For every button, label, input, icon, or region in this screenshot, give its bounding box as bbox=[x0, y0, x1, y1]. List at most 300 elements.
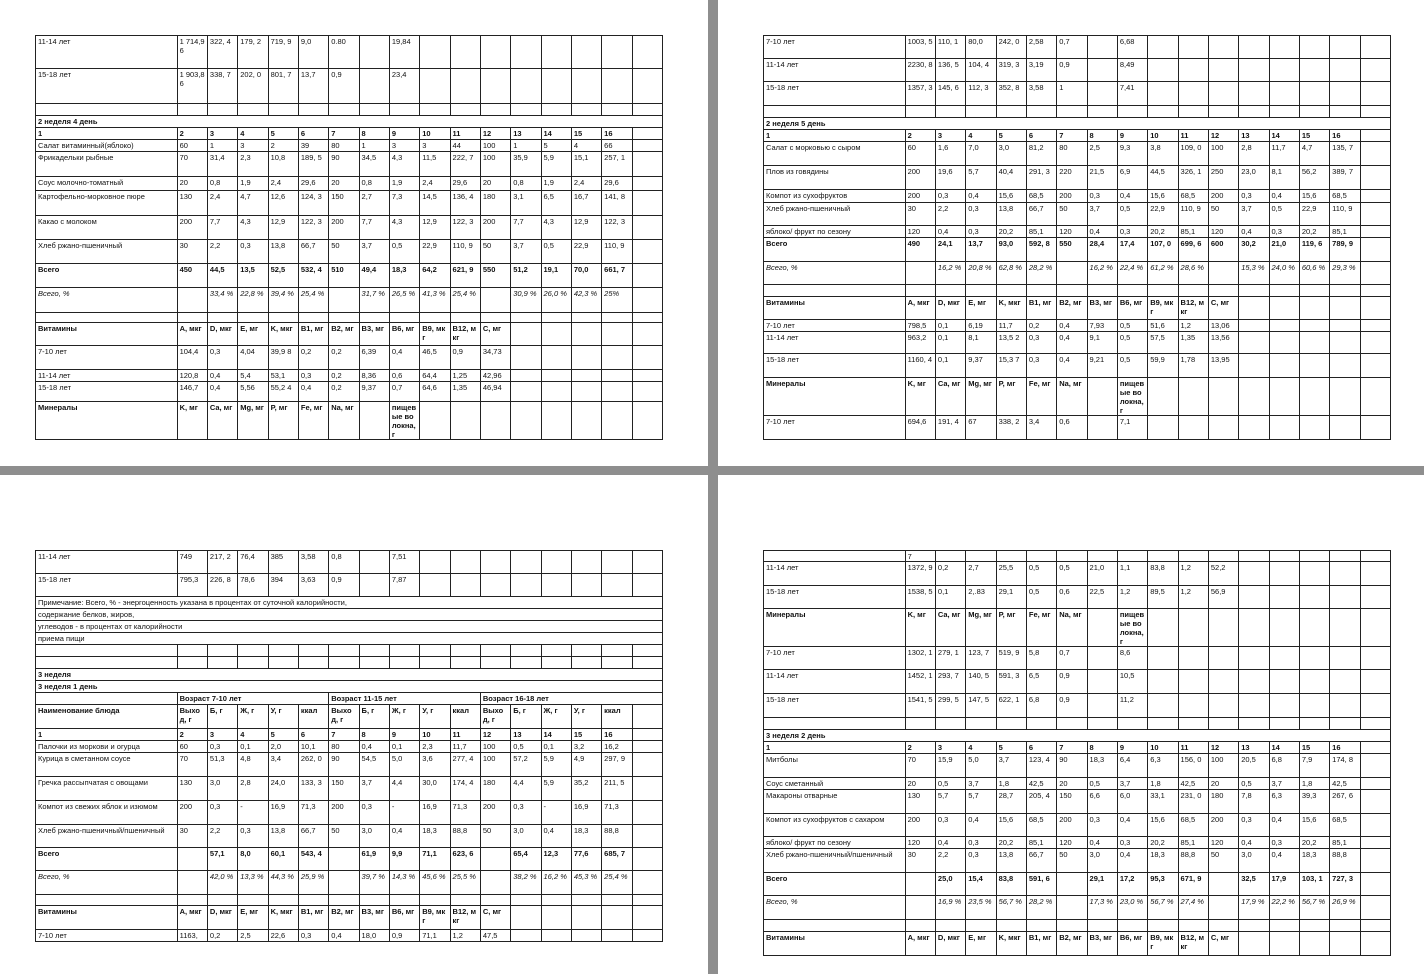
table-cell: 100 bbox=[480, 140, 510, 152]
table-cell: 0,8 bbox=[511, 177, 541, 191]
table-cell bbox=[1057, 285, 1087, 297]
table-cell bbox=[359, 104, 389, 116]
table-cell bbox=[1299, 354, 1329, 378]
table-cell bbox=[1239, 354, 1269, 378]
table-cell: B2, мг bbox=[329, 323, 359, 346]
table-cell bbox=[996, 285, 1026, 297]
table-cell: 107, 0 bbox=[1148, 238, 1178, 262]
table-cell: K, мкг bbox=[268, 906, 298, 930]
table-cell: Ca, мг bbox=[207, 402, 237, 440]
table-row bbox=[764, 320, 1391, 332]
table-row bbox=[764, 378, 1391, 416]
table-cell bbox=[1178, 609, 1208, 647]
table-cell: Салат с морковью с сыром bbox=[764, 142, 906, 166]
table-cell bbox=[1360, 814, 1391, 837]
table-cell: 14,5 bbox=[420, 191, 450, 216]
table-cell: 25,4 % bbox=[450, 288, 480, 313]
table-cell: Всего, % bbox=[36, 871, 178, 895]
table-cell bbox=[1360, 562, 1391, 586]
table-cell: 80 bbox=[329, 140, 359, 152]
table-cell: 16,9 bbox=[268, 801, 298, 825]
table-row bbox=[36, 323, 663, 346]
table-cell bbox=[632, 69, 663, 104]
table-cell bbox=[1269, 586, 1299, 609]
table-cell: 2,58 bbox=[1026, 36, 1056, 59]
table-cell bbox=[1239, 562, 1269, 586]
table-cell: 6,5 bbox=[1026, 670, 1056, 694]
table-row bbox=[764, 59, 1391, 82]
table-cell bbox=[1057, 106, 1087, 118]
table-cell: 51,3 bbox=[207, 753, 237, 777]
table-cell: 550 bbox=[480, 264, 510, 288]
table-cell: 110, 9 bbox=[1330, 203, 1360, 226]
table-cell: 10,8 bbox=[268, 152, 298, 177]
table-cell: 0,4 bbox=[1087, 837, 1117, 849]
table-cell bbox=[1360, 354, 1391, 378]
table-cell bbox=[1360, 82, 1391, 106]
table-cell: 11,2 bbox=[1117, 694, 1147, 718]
table-cell bbox=[450, 402, 480, 440]
table-cell: B9, мкг bbox=[420, 323, 450, 346]
table-cell bbox=[36, 693, 178, 705]
table-cell bbox=[1299, 416, 1329, 440]
table-row bbox=[764, 920, 1391, 932]
table-cell: 35,9 bbox=[511, 152, 541, 177]
table-cell: 9,1 bbox=[1087, 332, 1117, 354]
table-cell bbox=[511, 402, 541, 440]
table-cell bbox=[571, 313, 601, 323]
table-cell bbox=[1208, 920, 1238, 932]
table-cell: 15-18 лет bbox=[764, 82, 906, 106]
table-cell: 20 bbox=[1057, 778, 1087, 790]
table-cell: 15-18 лет bbox=[36, 69, 178, 104]
table-cell bbox=[1269, 59, 1299, 82]
table-cell bbox=[1299, 562, 1329, 586]
table-cell: 0,1 bbox=[935, 354, 965, 378]
table-cell: 1372, 9 bbox=[905, 562, 935, 586]
table-cell bbox=[268, 104, 298, 116]
nutrition-table bbox=[763, 35, 1391, 440]
table-cell: 60,6 % bbox=[1299, 262, 1329, 285]
table-row bbox=[36, 777, 663, 801]
table-cell: 267, 6 bbox=[1330, 790, 1360, 814]
table-cell: 45,6 % bbox=[420, 871, 450, 895]
table-cell: 6,39 bbox=[359, 346, 389, 370]
table-row bbox=[36, 906, 663, 930]
table-cell: 174, 8 bbox=[1330, 754, 1360, 778]
table-cell: 3 неделя bbox=[36, 669, 663, 681]
table-cell: B9, мкг bbox=[1148, 932, 1178, 956]
table-cell bbox=[1208, 873, 1238, 896]
table-cell bbox=[1208, 82, 1238, 106]
table-row bbox=[36, 825, 663, 848]
table-cell: 39,7 % bbox=[359, 871, 389, 895]
table-cell: 123, 4 bbox=[1026, 754, 1056, 778]
table-cell: 15,6 bbox=[1299, 814, 1329, 837]
table-cell bbox=[1330, 609, 1360, 647]
table-cell: 29,1 bbox=[1087, 873, 1117, 896]
table-cell: 3,7 bbox=[1269, 778, 1299, 790]
table-cell: 64,4 bbox=[420, 370, 450, 382]
table-cell: 6,4 bbox=[1117, 754, 1147, 778]
table-cell: 135, 7 bbox=[1330, 142, 1360, 166]
table-cell: 202, 0 bbox=[238, 69, 268, 104]
table-cell: 42,5 bbox=[1178, 778, 1208, 790]
table-cell: 0,3 bbox=[966, 226, 996, 238]
table-cell: A, мкг bbox=[905, 297, 935, 320]
table-cell bbox=[1148, 378, 1178, 416]
table-cell: 15-18 лет bbox=[764, 354, 906, 378]
table-cell: 231, 0 bbox=[1178, 790, 1208, 814]
table-cell: 1,8 bbox=[1299, 778, 1329, 790]
table-cell: 122, 3 bbox=[450, 216, 480, 240]
table-cell: E, мг bbox=[238, 906, 268, 930]
table-cell: 54,5 bbox=[359, 753, 389, 777]
table-cell bbox=[571, 402, 601, 440]
table-cell bbox=[1299, 586, 1329, 609]
table-cell bbox=[1360, 416, 1391, 440]
table-cell: 20,2 bbox=[1148, 837, 1178, 849]
table-cell: 10 bbox=[420, 729, 450, 741]
table-cell: 56,9 bbox=[1208, 586, 1238, 609]
table-cell bbox=[1087, 694, 1117, 718]
table-cell: 293, 7 bbox=[935, 670, 965, 694]
table-cell: 3,0 bbox=[359, 825, 389, 848]
table-cell: 0,3 bbox=[207, 801, 237, 825]
table-cell: 61,9 bbox=[359, 848, 389, 871]
table-cell bbox=[632, 753, 663, 777]
table-cell bbox=[905, 920, 935, 932]
table-cell bbox=[602, 323, 632, 346]
table-cell: 0,9 bbox=[450, 346, 480, 370]
table-cell: 322, 4 bbox=[207, 36, 237, 69]
table-row bbox=[36, 104, 663, 116]
table-cell: 5,9 bbox=[541, 152, 571, 177]
table-cell bbox=[480, 104, 510, 116]
table-cell: 3 неделя 2 день bbox=[764, 730, 1391, 742]
table-cell: C, мг bbox=[1208, 297, 1238, 320]
table-cell: 2,4 bbox=[571, 177, 601, 191]
table-cell: P, мг bbox=[996, 609, 1026, 647]
table-cell bbox=[359, 313, 389, 323]
table-cell: 0,8 bbox=[329, 551, 359, 574]
table-cell bbox=[1178, 378, 1208, 416]
table-cell: 2 bbox=[905, 742, 935, 754]
table-row bbox=[36, 574, 663, 597]
table-cell: 0,6 bbox=[1057, 586, 1087, 609]
table-cell: 2,2 bbox=[207, 825, 237, 848]
table-cell: 7,9 bbox=[1299, 754, 1329, 778]
table-cell bbox=[177, 657, 207, 669]
table-cell bbox=[1239, 416, 1269, 440]
table-cell: 11-14 лет bbox=[36, 551, 178, 574]
table-cell: 15,6 bbox=[1148, 814, 1178, 837]
table-cell: Салат витаминный(яблоко) bbox=[36, 140, 178, 152]
table-row bbox=[36, 693, 663, 705]
table-row bbox=[36, 370, 663, 382]
table-cell: Ca, мг bbox=[935, 378, 965, 416]
table-cell bbox=[420, 402, 450, 440]
table-cell: 10 bbox=[1148, 130, 1178, 142]
table-cell bbox=[480, 574, 510, 597]
table-cell bbox=[571, 104, 601, 116]
table-cell: 1 bbox=[1057, 82, 1087, 106]
table-cell bbox=[632, 370, 663, 382]
table-cell: 12 bbox=[1208, 742, 1238, 754]
table-row bbox=[36, 402, 663, 440]
table-cell bbox=[420, 313, 450, 323]
table-cell: 2 неделя 4 день bbox=[36, 116, 663, 128]
table-cell bbox=[1239, 694, 1269, 718]
table-cell: 13,8 bbox=[268, 825, 298, 848]
table-cell: B2, мг bbox=[1057, 297, 1087, 320]
table-cell: 13 bbox=[1239, 130, 1269, 142]
table-cell bbox=[1057, 896, 1087, 920]
table-cell: 9 bbox=[389, 128, 419, 140]
table-cell: 47,5 bbox=[480, 930, 510, 942]
table-cell bbox=[207, 895, 237, 906]
table-cell: B3, мг bbox=[359, 323, 389, 346]
table-cell: 0,3 bbox=[1087, 190, 1117, 203]
table-cell: 25,4 % bbox=[602, 871, 632, 895]
table-cell bbox=[420, 574, 450, 597]
table-cell: D, мкг bbox=[207, 323, 237, 346]
table-cell: B1, мг bbox=[1026, 297, 1056, 320]
table-cell bbox=[1057, 262, 1087, 285]
table-cell: C, мг bbox=[1208, 932, 1238, 956]
table-cell: Б, г bbox=[511, 705, 541, 729]
table-cell: 592, 8 bbox=[1026, 238, 1056, 262]
table-cell: 7,7 bbox=[207, 216, 237, 240]
table-cell bbox=[1178, 670, 1208, 694]
table-cell: 56,7 % bbox=[1148, 896, 1178, 920]
table-cell bbox=[1330, 354, 1360, 378]
table-cell: 17,3 % bbox=[1087, 896, 1117, 920]
table-cell bbox=[1239, 551, 1269, 562]
table-cell bbox=[602, 104, 632, 116]
table-cell bbox=[268, 645, 298, 657]
table-cell: 122, 3 bbox=[602, 216, 632, 240]
table-cell: 0.80 bbox=[329, 36, 359, 69]
table-cell bbox=[632, 402, 663, 440]
table-row bbox=[764, 873, 1391, 896]
table-cell: 62,8 % bbox=[996, 262, 1026, 285]
table-cell bbox=[207, 657, 237, 669]
table-cell: 8 bbox=[1087, 130, 1117, 142]
table-cell: 3 bbox=[935, 130, 965, 142]
table-row bbox=[764, 670, 1391, 694]
table-cell: 15 bbox=[1299, 130, 1329, 142]
table-cell bbox=[571, 69, 601, 104]
table-cell bbox=[905, 873, 935, 896]
table-cell: 7,7 bbox=[511, 216, 541, 240]
table-cell bbox=[389, 657, 419, 669]
table-cell: 0,3 bbox=[1117, 837, 1147, 849]
table-cell: Витамины bbox=[36, 906, 178, 930]
table-cell: 120 bbox=[1208, 226, 1238, 238]
table-cell: 174, 4 bbox=[450, 777, 480, 801]
table-cell: 124, 3 bbox=[298, 191, 328, 216]
table-row bbox=[36, 191, 663, 216]
table-cell: 12 bbox=[1208, 130, 1238, 142]
table-cell bbox=[450, 645, 480, 657]
table-cell: 5 bbox=[996, 742, 1026, 754]
table-cell bbox=[450, 313, 480, 323]
table-cell: 10 bbox=[420, 128, 450, 140]
table-cell bbox=[996, 920, 1026, 932]
table-cell bbox=[480, 848, 510, 871]
table-cell: 7 bbox=[1057, 742, 1087, 754]
table-cell: 297, 9 bbox=[602, 753, 632, 777]
table-cell bbox=[602, 574, 632, 597]
table-cell bbox=[36, 645, 178, 657]
table-cell: 16 bbox=[1330, 130, 1360, 142]
table-cell: 13 bbox=[1239, 742, 1269, 754]
table-cell bbox=[966, 920, 996, 932]
table-cell: 20 bbox=[480, 177, 510, 191]
table-cell: Б, г bbox=[359, 705, 389, 729]
table-cell bbox=[450, 36, 480, 69]
table-cell bbox=[541, 69, 571, 104]
table-cell: Всего, % bbox=[764, 262, 906, 285]
table-cell: Плов из говядины bbox=[764, 166, 906, 190]
table-cell bbox=[632, 930, 663, 942]
table-cell: 12,9 bbox=[571, 216, 601, 240]
table-cell bbox=[632, 140, 663, 152]
table-cell: 211, 5 bbox=[602, 777, 632, 801]
table-cell bbox=[632, 191, 663, 216]
table-row bbox=[764, 36, 1391, 59]
table-cell bbox=[1360, 647, 1391, 670]
table-cell: 0,5 bbox=[1269, 203, 1299, 226]
table-cell bbox=[389, 645, 419, 657]
table-cell bbox=[1299, 82, 1329, 106]
table-cell: 0,4 bbox=[1269, 849, 1299, 873]
table-cell: 21,0 bbox=[1087, 562, 1117, 586]
table-cell bbox=[359, 551, 389, 574]
table-cell: 1,2 bbox=[1178, 320, 1208, 332]
table-cell bbox=[1299, 320, 1329, 332]
table-cell: 11,5 bbox=[420, 152, 450, 177]
table-row bbox=[36, 551, 663, 574]
table-cell: яблоко/ фрукт по сезону bbox=[764, 837, 906, 849]
table-cell bbox=[1269, 562, 1299, 586]
table-cell: Ж, г bbox=[389, 705, 419, 729]
table-row bbox=[36, 895, 663, 906]
table-cell: ккал bbox=[450, 705, 480, 729]
table-cell: 7-10 лет bbox=[36, 346, 178, 370]
table-cell bbox=[764, 106, 906, 118]
table-cell: 0,5 bbox=[511, 741, 541, 753]
table-cell: 0,4 bbox=[207, 370, 237, 382]
table-cell: 490 bbox=[905, 238, 935, 262]
page-top-right bbox=[763, 35, 1391, 440]
table-cell: 16 bbox=[602, 128, 632, 140]
table-cell: 15,6 bbox=[1299, 190, 1329, 203]
table-cell bbox=[905, 262, 935, 285]
table-row bbox=[764, 106, 1391, 118]
table-cell: 2 bbox=[177, 729, 207, 741]
table-cell: 3 bbox=[238, 140, 268, 152]
table-cell: 9,37 bbox=[966, 354, 996, 378]
table-cell: 10 bbox=[1148, 742, 1178, 754]
table-cell bbox=[1239, 332, 1269, 354]
table-cell: 57,1 bbox=[207, 848, 237, 871]
table-cell: углеводов - в процентах от калорийности bbox=[36, 621, 663, 633]
table-cell: 13,7 bbox=[298, 69, 328, 104]
table-cell bbox=[1360, 332, 1391, 354]
table-cell bbox=[764, 285, 906, 297]
table-cell: 4,9 bbox=[571, 753, 601, 777]
table-cell: 41,3 % bbox=[420, 288, 450, 313]
nutrition-table bbox=[35, 35, 663, 440]
table-row bbox=[764, 142, 1391, 166]
table-cell bbox=[632, 825, 663, 848]
table-row bbox=[36, 288, 663, 313]
table-cell: 3,7 bbox=[511, 240, 541, 264]
table-cell bbox=[541, 895, 571, 906]
table-cell bbox=[905, 896, 935, 920]
table-row bbox=[764, 130, 1391, 142]
table-cell: 110, 1 bbox=[935, 36, 965, 59]
table-cell bbox=[1360, 190, 1391, 203]
table-cell: 11-14 лет bbox=[764, 562, 906, 586]
table-cell: 13 bbox=[511, 128, 541, 140]
table-cell: Минералы bbox=[36, 402, 178, 440]
table-cell: 0,5 bbox=[1117, 332, 1147, 354]
table-cell: пищевые волокна, г bbox=[1117, 609, 1147, 647]
table-cell bbox=[1330, 320, 1360, 332]
table-cell: 16,2 % bbox=[935, 262, 965, 285]
table-cell: 80 bbox=[1057, 142, 1087, 166]
table-cell: 600 bbox=[1208, 238, 1238, 262]
table-cell: 2,3 bbox=[420, 741, 450, 753]
table-cell bbox=[1208, 647, 1238, 670]
table-row bbox=[36, 140, 663, 152]
table-cell bbox=[268, 657, 298, 669]
table-cell: 13,06 bbox=[1208, 320, 1238, 332]
table-cell: 550 bbox=[1057, 238, 1087, 262]
table-cell: 389, 7 bbox=[1330, 166, 1360, 190]
table-cell: 0,5 bbox=[389, 240, 419, 264]
table-cell: 11,7 bbox=[996, 320, 1026, 332]
table-cell: B3, мг bbox=[359, 906, 389, 930]
table-cell bbox=[1239, 932, 1269, 956]
table-cell: 3,7 bbox=[359, 240, 389, 264]
table-cell: 1163, bbox=[177, 930, 207, 942]
table-cell: 0,5 bbox=[1057, 562, 1087, 586]
table-cell: Всего bbox=[36, 264, 178, 288]
table-row bbox=[36, 871, 663, 895]
table-cell: 591, 3 bbox=[996, 670, 1026, 694]
table-cell: 2,3 bbox=[238, 152, 268, 177]
table-cell: 13 bbox=[511, 729, 541, 741]
table-cell: 319, 3 bbox=[996, 59, 1026, 82]
table-cell bbox=[1299, 932, 1329, 956]
table-cell: 20 bbox=[329, 177, 359, 191]
table-cell: 727, 3 bbox=[1330, 873, 1360, 896]
table-cell: E, мг bbox=[966, 932, 996, 956]
table-cell: пищевые волокна, г bbox=[389, 402, 419, 440]
table-cell: 7,3 bbox=[389, 191, 419, 216]
table-cell bbox=[1148, 285, 1178, 297]
table-cell bbox=[1330, 694, 1360, 718]
table-cell: 3,7 bbox=[1239, 203, 1269, 226]
table-row bbox=[764, 742, 1391, 754]
table-cell bbox=[1148, 694, 1178, 718]
table-cell: 120,8 bbox=[177, 370, 207, 382]
table-cell: 543, 4 bbox=[298, 848, 328, 871]
